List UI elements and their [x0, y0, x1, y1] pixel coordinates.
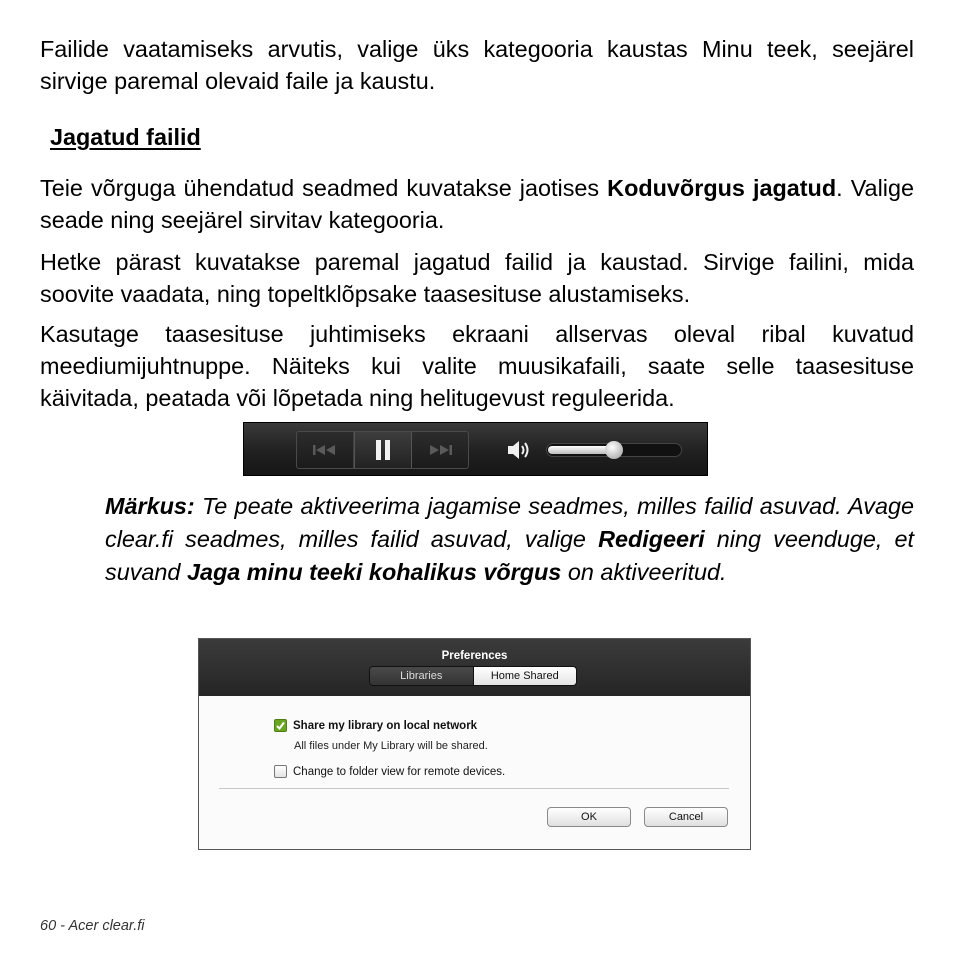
speaker-icon[interactable] [507, 439, 531, 461]
previous-button[interactable] [297, 432, 354, 468]
checkmark-icon [275, 720, 286, 731]
dialog-title: Preferences [441, 650, 508, 662]
playback-controls [296, 431, 469, 469]
note-label: Märkus: [105, 493, 195, 519]
cancel-button[interactable]: Cancel [644, 807, 728, 827]
paragraph-text: . Valige seade ning seejärel sirvitav kategooria. [40, 175, 914, 233]
dialog-body [199, 696, 750, 849]
tab-home-shared[interactable]: Home Shared [474, 667, 577, 685]
note-text: ning veenduge, et suvand [105, 526, 915, 585]
next-icon [427, 444, 453, 456]
paragraph-text: Teie võrguga ühendatud seadmed kuvatakse jaotises [40, 175, 608, 201]
pause-button[interactable] [354, 432, 412, 468]
volume-slider[interactable] [546, 443, 682, 457]
section-heading: Jagatud failid [50, 124, 201, 150]
paragraph-browse: Hetke pärast kuvatakse paremal jagatud failid ja kaustad. Sirvige failini, mida soovite vaadata, ning topeltklõpsake taasesituse alustamiseks. [40, 249, 914, 307]
dialog-tabs [369, 666, 577, 686]
media-player-bar [243, 422, 708, 476]
paragraph-devices [40, 172, 914, 236]
pause-icon [375, 439, 391, 461]
share-library-option[interactable] [274, 719, 477, 732]
previous-icon [312, 444, 338, 456]
folder-view-option[interactable] [274, 765, 505, 778]
paragraph-controls: Kasutage taasesituse juhtimiseks ekraani allservas oleval ribal kuvatud meediumijuhtnuppe. Näiteks kui valite muusikafaili, saate selle taasesituse käivitada, peatada või lõpetada ning helitugevust reguleerida. [40, 321, 914, 411]
folder-view-checkbox[interactable] [274, 765, 287, 778]
bold-term: Jaga minu teeki kohalikus võrgus [186, 559, 562, 585]
next-button[interactable] [412, 432, 468, 468]
intro-paragraph: Failide vaatamiseks arvutis, valige üks kategooria kaustas Minu teek, seejärel sirvige paremal olevaid faile ja kaustu. [40, 36, 914, 94]
volume-slider-thumb[interactable] [605, 441, 623, 459]
note-text: Te peate aktiveerima jagamise seadmes, milles failid asuvad. Avage clear.fi seadmes, milles failid asuvad, valige [105, 493, 914, 552]
preferences-dialog [198, 638, 751, 850]
share-library-label: Share my library on local network [293, 719, 478, 732]
folder-view-label: Change to folder view for remote devices. [293, 765, 506, 778]
tab-libraries[interactable]: Libraries [370, 667, 474, 685]
note-text: on aktiveeritud. [561, 559, 727, 585]
bold-term: Redigeeri [598, 526, 705, 552]
dialog-separator [219, 788, 729, 789]
dialog-header [199, 639, 750, 696]
ok-button[interactable]: OK [547, 807, 631, 827]
share-library-checkbox[interactable] [274, 719, 287, 732]
page-footer: 60 - Acer clear.fi [40, 918, 145, 934]
share-library-description: All files under My Library will be shared. [294, 740, 488, 752]
bold-term: Koduvõrgus jagatud [607, 175, 837, 201]
note-paragraph [105, 490, 914, 589]
